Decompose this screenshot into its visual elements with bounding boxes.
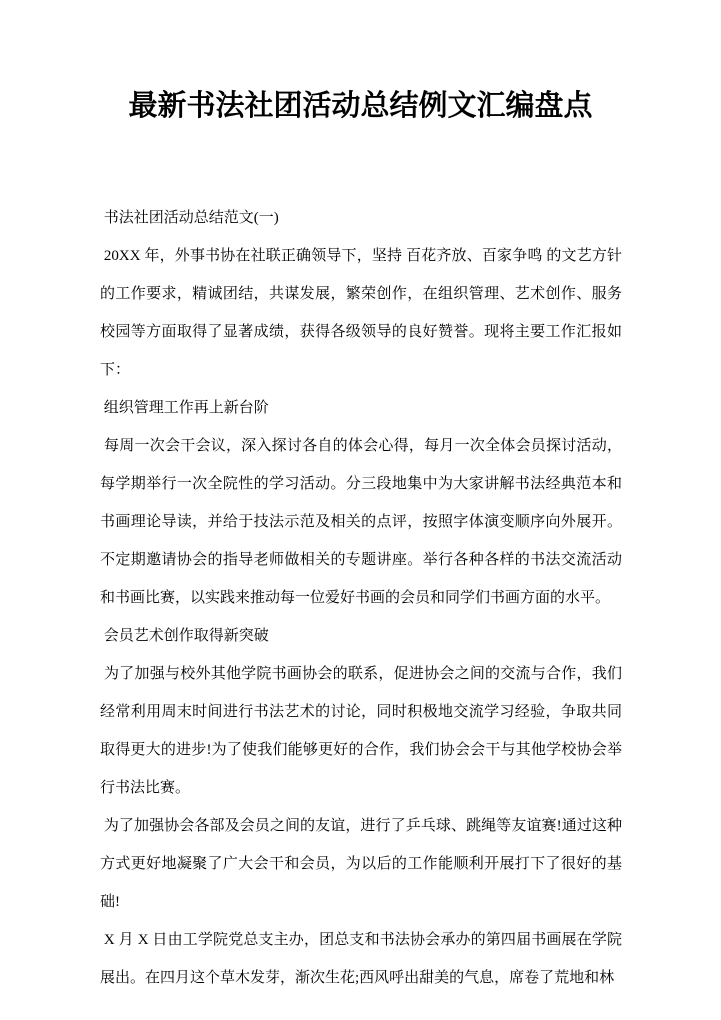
document-body xyxy=(100,199,622,997)
paragraph: X 月 X 日由工学院党总支主办，团总支和书法协会承办的第四届书画展在学院展出。在四月这个草木发芽，渐次生花;西风呼出甜美的气息，席卷了荒地和林 xyxy=(100,932,623,986)
paragraph: 书法社团活动总结范文(一) xyxy=(100,210,279,226)
paragraph: 组织管理工作再上新台阶 xyxy=(100,400,269,416)
paragraph: 20XX 年，外事书协在社联正确领导下，坚持 百花齐放、百家争鸣 的文艺方针的工作要求，精诚团结，共谋发展，繁荣创作，在组织管理、艺术创作、服务校园等方面取得了显著成绩，获得各级领导的良好赞誉。现将主要工作汇报如下： xyxy=(100,248,623,378)
paragraph: 每周一次会干会议，深入探讨各自的体会心得，每月一次全体会员探讨活动，每学期举行一次全院性的学习活动。分三段地集中为大家讲解书法经典范本和书画理论导读，并给于技法示范及相关的点评，按照字体演变顺序向外展开。不定期邀请协会的指导老师做相关的专题讲座。举行各种各样的书法交流活动和书画比赛，以实践来推动每一位爱好书画的会员和同学们书画方面的水平。 xyxy=(100,438,622,606)
document-title: 最新书法社团活动总结例文汇编盘点 xyxy=(128,90,593,122)
paragraph: 为了加强与校外其他学院书画协会的联系，促进协会之间的交流与合作，我们经常利用周末时间进行书法艺术的讨论，同时积极地交流学习经验，争取共同取得更大的进步!为了使我们能够更好的合作，我们协会会干与其他学校协会举行书法比赛。 xyxy=(100,666,622,796)
paragraph: 为了加强协会各部及会员之间的友谊，进行了乒乓球、跳绳等友谊赛!通过这种方式更好地凝聚了广大会干和会员，为以后的工作能顺利开展打下了很好的基础! xyxy=(100,818,622,910)
paragraph: 会员艺术创作取得新突破 xyxy=(100,628,269,644)
